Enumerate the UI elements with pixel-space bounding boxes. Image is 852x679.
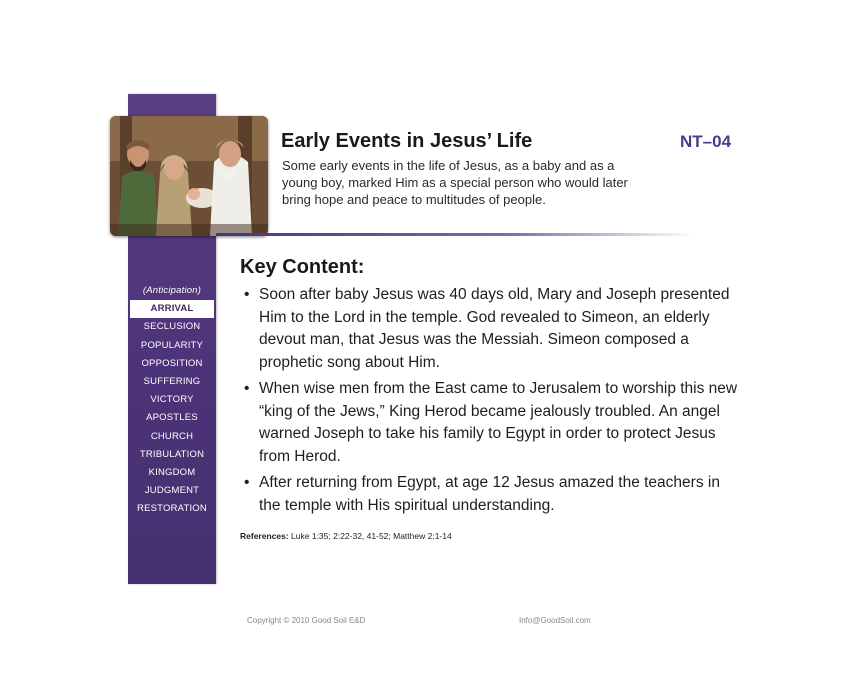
sidebar-item-arrival[interactable]: ARRIVAL bbox=[130, 300, 214, 318]
key-content-list bbox=[240, 284, 740, 521]
sidebar-item-suffering[interactable]: SUFFERING bbox=[143, 375, 201, 387]
sidebar-item-restoration[interactable]: RESTORATION bbox=[137, 503, 207, 515]
sidebar-item-seclusion[interactable]: SECLUSION bbox=[143, 321, 201, 333]
sidebar-item-apostles[interactable]: APOSTLES bbox=[146, 412, 198, 424]
sidebar-item-tribulation[interactable]: TRIBULATION bbox=[139, 448, 205, 460]
contact-email[interactable]: Info@GoodSoil.com bbox=[519, 616, 591, 625]
sidebar-item-popularity[interactable]: POPULARITY bbox=[140, 339, 204, 351]
sidebar-caption: (Anticipation) bbox=[142, 285, 202, 296]
temple-presentation-illustration bbox=[110, 116, 268, 236]
sidebar-item-church[interactable]: CHURCH bbox=[150, 430, 194, 442]
references-label: References: bbox=[240, 531, 289, 541]
key-content-heading: Key Content: bbox=[240, 256, 365, 278]
page-subtitle: Some early events in the life of Jesus, as a baby and as a young boy, marked Him as a special person who would later bring hope and peace to multitudes of people. bbox=[282, 158, 628, 207]
list-item: • After returning from Egypt, at age 12 Jesus amazed the teachers in the temple with His spiritual understanding. bbox=[240, 472, 740, 517]
sidebar-item-kingdom[interactable]: KINGDOM bbox=[148, 466, 196, 478]
sidebar-nav bbox=[128, 282, 216, 518]
sidebar-item-opposition[interactable]: OPPOSITION bbox=[141, 357, 203, 369]
list-item: • When wise men from the East came to Jerusalem to worship this new “king of the Jews,” King Herod became jealously troubled. An angel warned Joseph to take his family to Egypt in order to protect Jesus from Herod. bbox=[240, 378, 740, 468]
references-text: Luke 1:35; 2:22-32, 41-52; Matthew 2:1-14 bbox=[291, 531, 452, 541]
sidebar-item-victory[interactable]: VICTORY bbox=[150, 394, 194, 406]
header-divider bbox=[216, 233, 696, 236]
page-title: Early Events in Jesus’ Life bbox=[281, 130, 533, 152]
sidebar-item-judgment[interactable]: JUDGMENT bbox=[144, 485, 200, 497]
copyright-text: Copyright © 2010 Good Soil E&D bbox=[247, 616, 366, 625]
lesson-code: NT–04 bbox=[680, 132, 732, 151]
references bbox=[240, 531, 452, 541]
list-item: • Soon after baby Jesus was 40 days old, Mary and Joseph presented Him to the Lord in the temple. God revealed to Simeon, an elderly devout man, that Jesus was the Messiah. Simeon composed a prophetic song about Him. bbox=[240, 284, 740, 374]
